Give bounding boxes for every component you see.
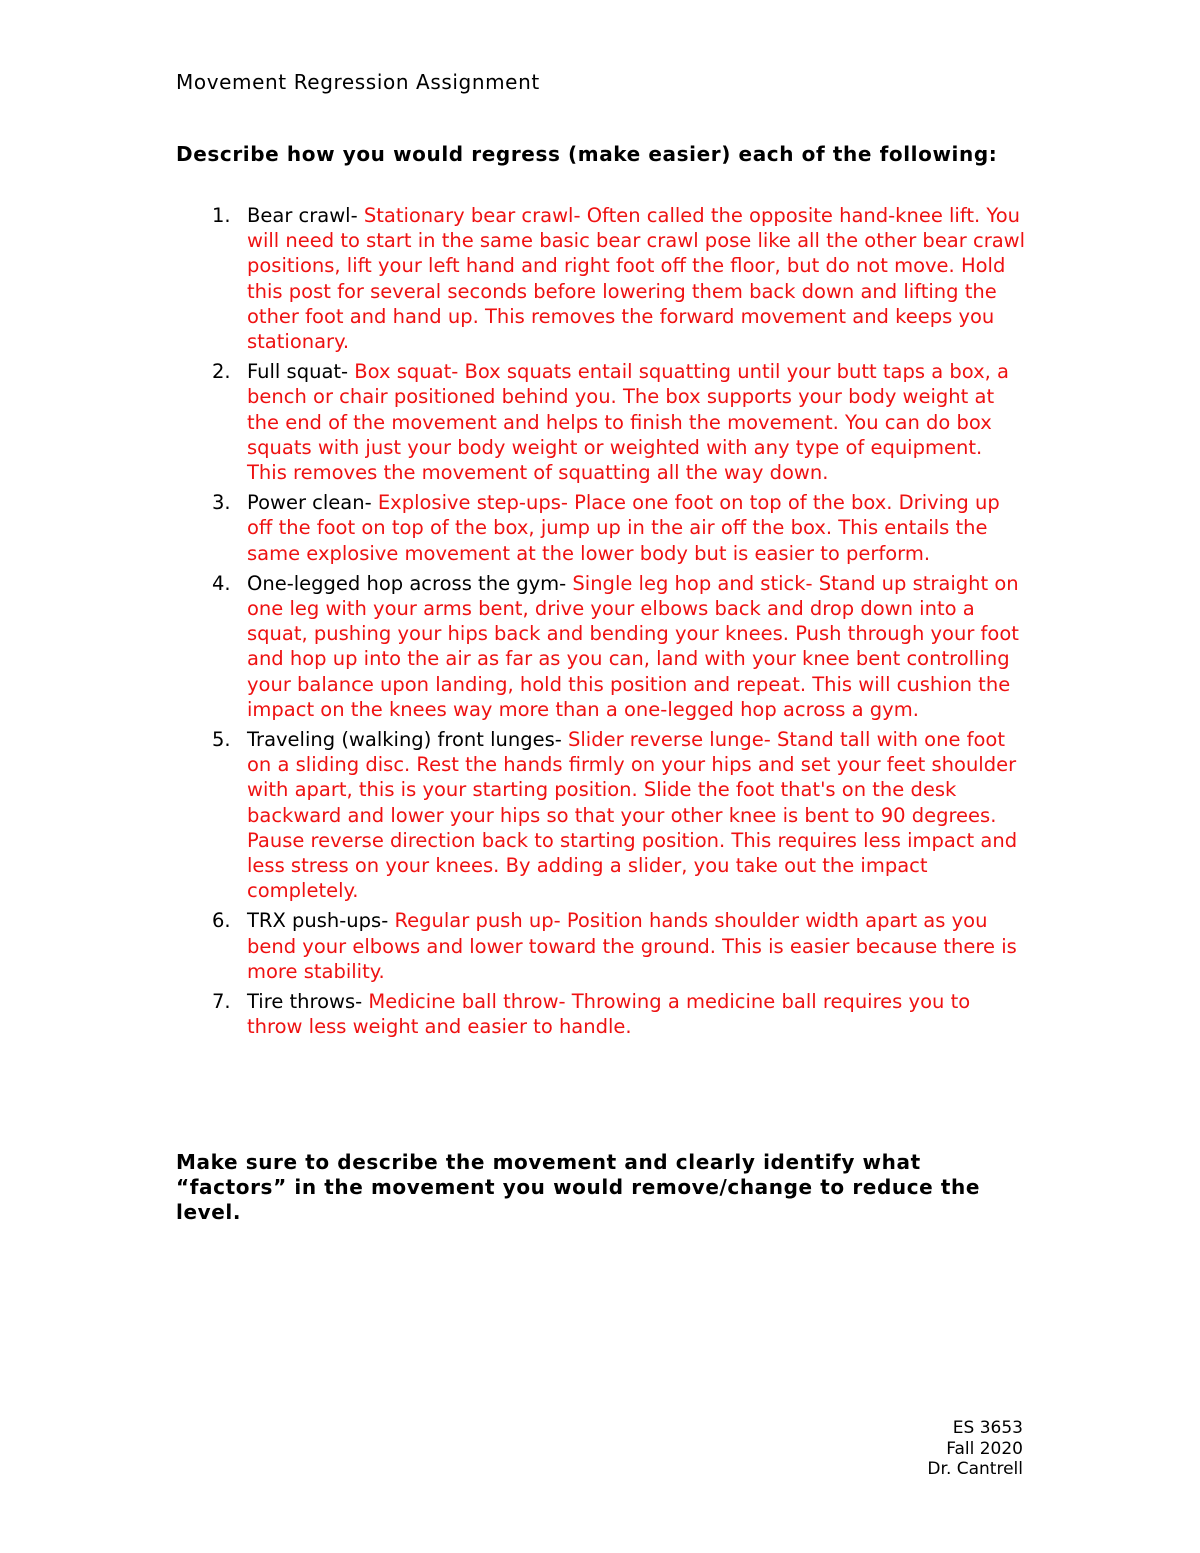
item-number: 6. (212, 909, 231, 933)
regression-answer: Regular push up- Position hands shoulder width apart as you bend your elbows and lower toward the ground. This is easier because there is more stability. (247, 909, 1017, 983)
list-item (208, 571, 1028, 722)
item-number: 2. (212, 360, 231, 384)
item-number: 1. (212, 204, 231, 227)
item-text (247, 727, 1028, 903)
movement-label: Tire throws- (247, 990, 369, 1014)
document-title: Movement Regression Assignment (176, 70, 540, 94)
list-item (208, 203, 1028, 354)
movement-label: TRX push-ups- (247, 909, 395, 933)
instructor-name: Dr. Cantrell (927, 1459, 1023, 1479)
regression-answer: Explosive step-ups- Place one foot on top of the box. Driving up off the foot on top of the box, jump up in the air off the box. This entails the same explosive movement at the lower body but is easier to perform. (247, 491, 1000, 565)
item-number: 4. (212, 571, 231, 595)
item-text (247, 908, 1028, 984)
list-item (208, 989, 1028, 1039)
item-text (247, 203, 1028, 354)
regression-answer: Single leg hop and stick- Stand up straight on one leg with your arms bent, drive your elbows back and drop down into a squat, pushing your hips back and bending your knees. Push through your foot and hop up into the air as far as you can, land with your knee bent controlling your balance upon landing, hold this position and repeat. This will cushion the impact on the knees way more than a one-legged hop across a gym. (247, 571, 1019, 721)
course-term: Fall 2020 (946, 1438, 1023, 1459)
regression-answer: Stationary bear crawl- Often called the opposite hand-knee lift. You will need to start in the same basic bear crawl pose like all the other bear crawl positions, lift your left hand and right foot off the floor, but do not move. Hold this post for several seconds before lowering them back down and lifting the other foot and hand up. This removes the forward movement and keeps you stationary. (247, 204, 1026, 354)
item-number: 5. (212, 728, 231, 752)
list-item (208, 727, 1028, 903)
regression-answer: Box squat- Box squats entail squatting until your butt taps a box, a bench or chair positioned behind you. The box supports your body weight at the end of the movement and helps to finish the movement. You can do box squats with just your body weight or weighted with any type of equipment. This removes the movement of squatting all the way down. (247, 360, 1009, 485)
item-text (247, 989, 1028, 1039)
regression-answer: Medicine ball throw- Throwing a medicine ball requires you to throw less weight and easier to handle. (247, 990, 971, 1039)
movement-label: Bear crawl- (247, 204, 364, 227)
movement-label: Full squat- (247, 360, 355, 384)
item-text (247, 571, 1028, 722)
list-item (208, 490, 1028, 566)
item-number: 7. (212, 990, 231, 1014)
movement-label: Traveling (walking) front lunges- (247, 728, 568, 752)
course-footer (927, 1418, 1023, 1480)
movement-label: Power clean- (247, 491, 378, 515)
movement-label: One-legged hop across the gym- (247, 571, 573, 595)
item-text (247, 490, 1028, 566)
list-item (208, 359, 1028, 485)
item-text (247, 359, 1028, 485)
movement-list (208, 203, 1028, 1045)
regression-answer: Slider reverse lunge- Stand tall with one foot on a sliding disc. Rest the hands firmly on your hips and set your feet shoulder with apart, this is your starting position. Slide the foot that's on the desk backward and lower your hips so that your other knee is bent to 90 degrees. Pause reverse direction back to starting position. This requires less impact and less stress on your knees. By adding a slider, you take out the impact completely. (247, 728, 1018, 903)
course-code: ES 3653 (952, 1418, 1023, 1438)
instruction-heading: Describe how you would regress (make easier) each of the following: (176, 142, 998, 166)
list-item (208, 908, 1028, 984)
item-number: 3. (212, 491, 231, 515)
instruction-note: Make sure to describe the movement and clearly identify what “factors” in the movement you would remove/change to reduce the level. (176, 1150, 981, 1224)
